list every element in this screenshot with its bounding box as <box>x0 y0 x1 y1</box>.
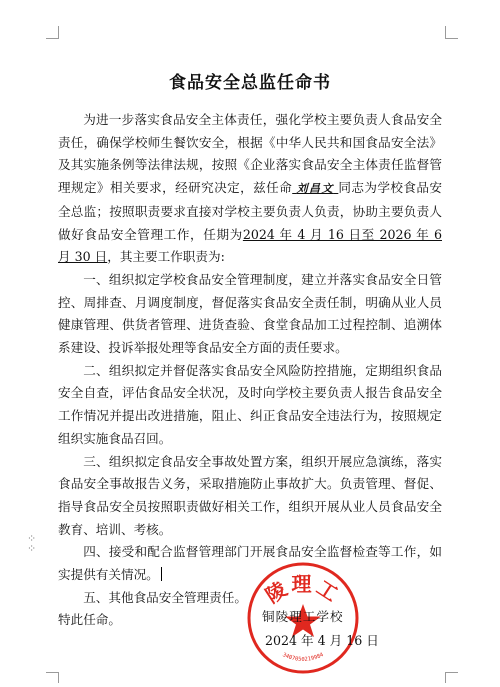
stamp-serial: 3407050219984 <box>281 652 325 663</box>
paragraph-duty-3: 三、组织拟定食品安全事故处置方案，组织开展应急演练，落实食品安全事故报告义务，采取措施防止事故扩大。负责管理、督促、指导食品安全员按照职责做好相关工作，组织开展从业人员食品安全教育、培训、考核。 <box>58 453 442 537</box>
page-corner-mark <box>445 26 458 39</box>
page-corner-mark <box>445 672 458 683</box>
paragraph-intro <box>58 109 442 269</box>
stamp-top-text: 陵理工 <box>261 571 345 608</box>
page-corner-mark <box>46 26 59 39</box>
document-body[interactable] <box>58 109 442 632</box>
issue-date: 2024 年 4 月 16 日 <box>265 633 379 648</box>
paragraph-duty-5: 五、其他食品安全管理责任。 <box>83 589 247 605</box>
intro-text: 为进一步落实食品安全主体责任，强化学校主要负责人食品安全责任，确保学校师生餐饮安全，根据《中华人民共和国食品安全法》及其实施条例等法律法规，按照《企业落实食品安全主体责任监督管理规定》相关要求，经研究决定，兹任命 <box>58 112 442 196</box>
issuing-organization: 铜陵理工学校 <box>262 609 344 624</box>
page-corner-mark <box>46 672 59 683</box>
four-dot-move-icon[interactable]: ⁘ ⁘ <box>27 532 37 555</box>
text-cursor <box>161 567 162 581</box>
closing-text: 特此任命。 <box>58 612 121 628</box>
appointee-field <box>292 180 338 195</box>
paragraph-duty-1: 一、组织拟定学校食品安全管理制度，建立并落实食品安全日管控、周排查、月调度制度，督促落实食品安全责任制，明确从业人员健康管理、供货者管理、进货查验、食堂食品加工过程控制、追溯体系建设、投诉举报处理等食品安全方面的责任要求。 <box>58 271 442 356</box>
term-period: 2024 年 4 月 16 日至 2026 年 6 月 30 日 <box>58 226 442 265</box>
svg-text:陵理工 <box>261 572 345 608</box>
intro-text-3: ，其主要工作职责为: <box>107 249 225 265</box>
intro-text-2: 同志为学校食品安全总监；按照职责要求直接对学校主要负责人负责，协助主要负责人做好食品安全管理工作，任期为 <box>58 180 443 242</box>
svg-text:3407050219984 <box>281 652 325 663</box>
duty-4-text: 四、接受和配合监督管理部门开展食品安全监督检查等工作，如实提供有关情况。 <box>58 544 442 583</box>
appointee-name: 刘昌文 <box>296 182 334 196</box>
paragraph-duty-2: 二、组织拟定并督促落实食品安全风险防控措施，定期组织食品安全自查，评估食品安全状况，及时向学校主要负责人报告食品安全工作情况并提出改进措施，阻止、纠正食品安全违法行为，按照规定组织实施食品召回。 <box>58 362 442 446</box>
document-title: 食品安全总监任命书 <box>169 73 331 93</box>
